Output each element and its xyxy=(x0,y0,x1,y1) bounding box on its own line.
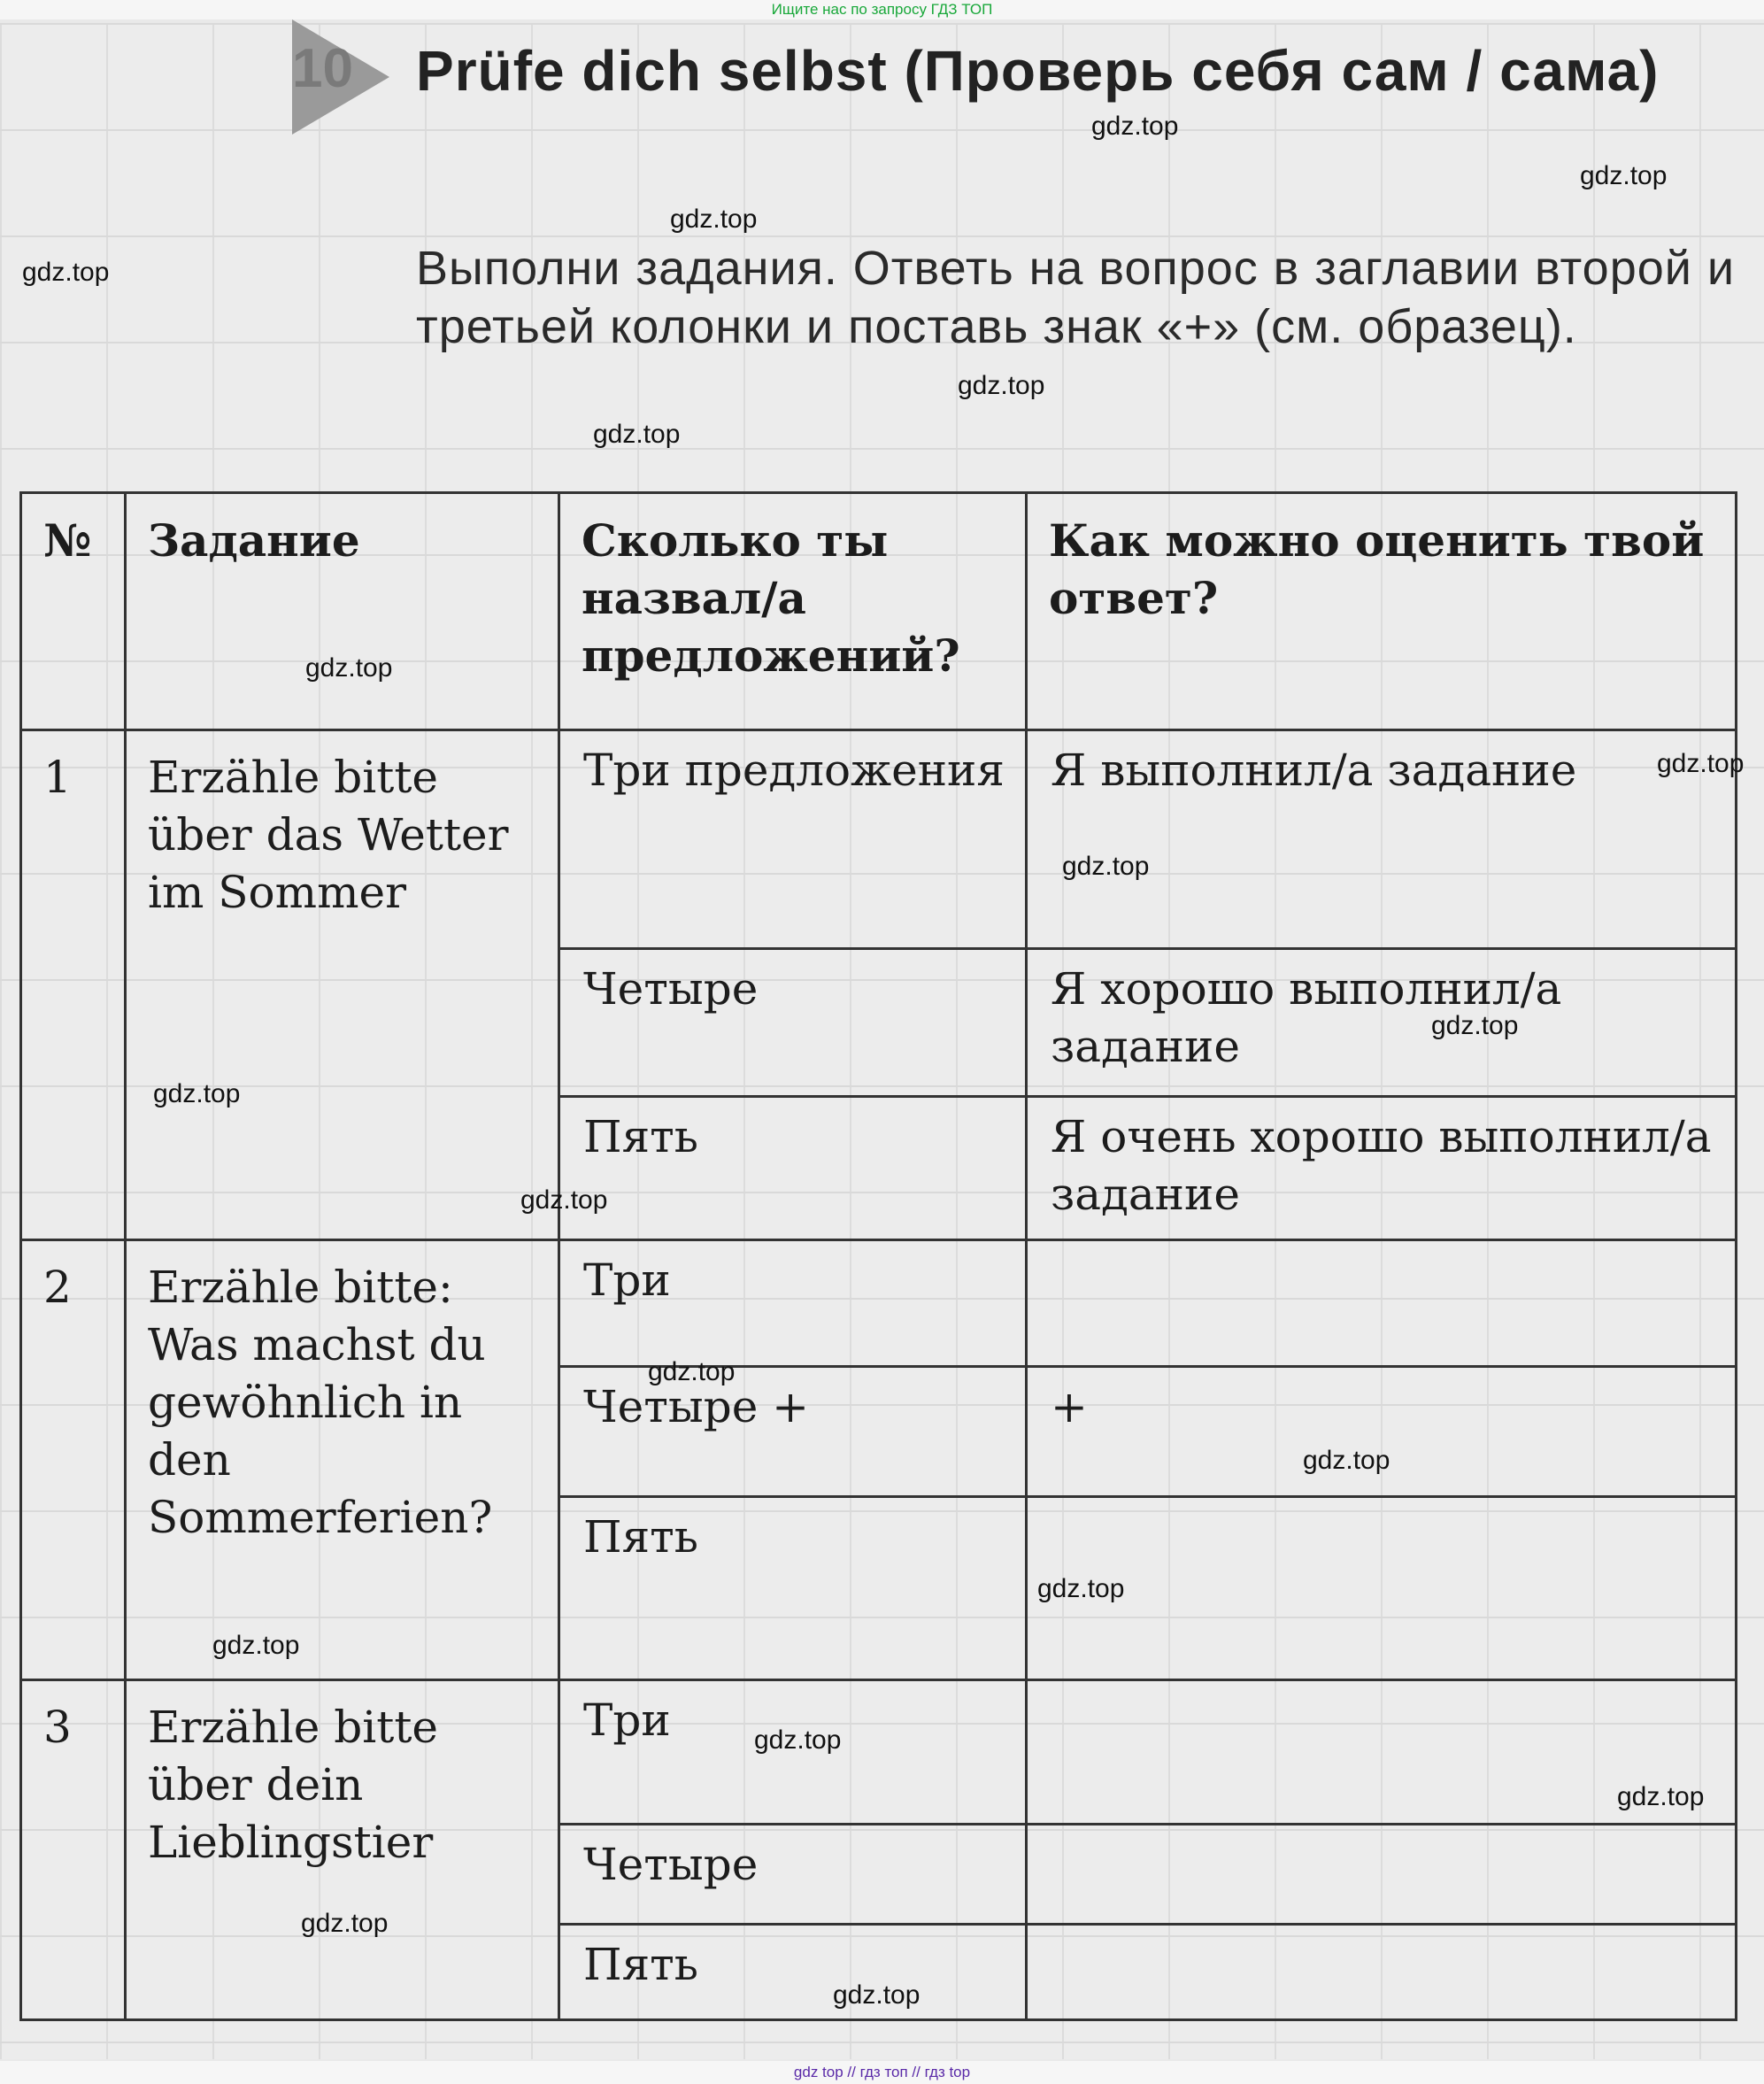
top-banner: Ищите нас по запросу ГДЗ ТОП xyxy=(0,0,1764,19)
row-number: 1 xyxy=(43,752,72,803)
rating-cell xyxy=(1028,1823,1735,1923)
watermark: gdz.top xyxy=(212,1631,300,1660)
option-text: Пять xyxy=(583,1111,699,1162)
rating-cell xyxy=(1028,1495,1735,1521)
watermark: gdz.top xyxy=(1303,1446,1390,1475)
watermark: gdz.top xyxy=(1580,161,1668,190)
option-text: Четыре xyxy=(583,1839,759,1890)
watermark: gdz.top xyxy=(1431,1011,1519,1040)
watermark: gdz.top xyxy=(301,1909,389,1938)
watermark: gdz.top xyxy=(833,1980,921,2010)
watermark: gdz.top xyxy=(648,1357,736,1386)
exercise-title: Prüfe dich selbst (Проверь себя сам / сама) xyxy=(416,39,1660,103)
option-cell xyxy=(560,1241,1025,1365)
bottom-banner: gdz top // гдз топ // гдз top xyxy=(0,2061,1764,2084)
option-text: Три xyxy=(583,1694,671,1746)
row-number: 3 xyxy=(43,1702,72,1753)
rating-cell xyxy=(1028,1241,1735,1365)
exercise-instructions: Выполни задания. Ответь на вопрос в заглавии второй и третьей колонки и поставь знак «+» (см. образец). xyxy=(416,242,1735,353)
watermark: gdz.top xyxy=(1062,852,1150,881)
watermark: gdz.top xyxy=(593,420,681,449)
rating-text: Я выполнил/а задание xyxy=(1051,745,1577,796)
watermark: gdz.top xyxy=(305,653,393,683)
row-task: Erzähle bitte über dein Lieblingstier xyxy=(148,1702,439,1868)
watermark: gdz.top xyxy=(754,1725,842,1755)
option-text: Пять xyxy=(583,1511,699,1563)
option-text: Три предложения xyxy=(583,745,1005,796)
header-rating: Как можно оценить твой ответ? xyxy=(1049,514,1705,624)
rating-text: Я очень хорошо выполнил/а задание xyxy=(1051,1111,1712,1220)
watermark: gdz.top xyxy=(1617,1782,1705,1811)
self-check-table xyxy=(19,491,1737,2021)
option-text: Четыре xyxy=(583,963,759,1015)
header-count: Сколько ты назвал/а предложений? xyxy=(582,514,960,682)
rating-cell xyxy=(1028,1923,1735,1949)
option-cell xyxy=(560,1095,1025,1178)
table-row xyxy=(21,1680,1737,2020)
option-cell xyxy=(560,1365,1025,1495)
option-cell xyxy=(560,1823,1025,1923)
option-cell xyxy=(560,1923,1025,2006)
option-cell xyxy=(560,1495,1025,1578)
watermark: gdz.top xyxy=(1091,112,1179,141)
row-task: Erzähle bitte: Was machst du gewöhnlich in den Sommerferien? xyxy=(148,1262,493,1543)
option-text: Пять xyxy=(583,1939,699,1990)
watermark: gdz.top xyxy=(670,205,758,234)
rating-text: Я хорошо выполнил/а задание xyxy=(1051,963,1562,1072)
table-row xyxy=(21,1240,1737,1680)
watermark: gdz.top xyxy=(22,258,110,287)
option-text: Четыре + xyxy=(583,1381,810,1432)
rating-cell xyxy=(1028,731,1735,947)
watermark: gdz.top xyxy=(958,371,1045,400)
watermark: gdz.top xyxy=(1037,1574,1125,1603)
header-task: Задание xyxy=(148,514,360,567)
rating-text: + xyxy=(1051,1381,1088,1432)
watermark: gdz.top xyxy=(153,1079,241,1108)
table-row xyxy=(21,730,1737,1240)
watermark: gdz.top xyxy=(520,1185,608,1215)
option-cell xyxy=(560,947,1025,1095)
header-number: № xyxy=(43,514,92,567)
table-header-row xyxy=(21,493,1737,730)
rating-cell xyxy=(1028,1095,1735,1236)
option-text: Три xyxy=(583,1254,671,1306)
option-cell xyxy=(560,731,1025,947)
watermark: gdz.top xyxy=(1657,749,1745,778)
rating-cell xyxy=(1028,947,1735,1095)
exercise-number: 10 xyxy=(292,38,353,99)
row-number: 2 xyxy=(43,1262,72,1313)
row-task: Erzähle bitte über das Wetter im Sommer xyxy=(148,752,509,918)
